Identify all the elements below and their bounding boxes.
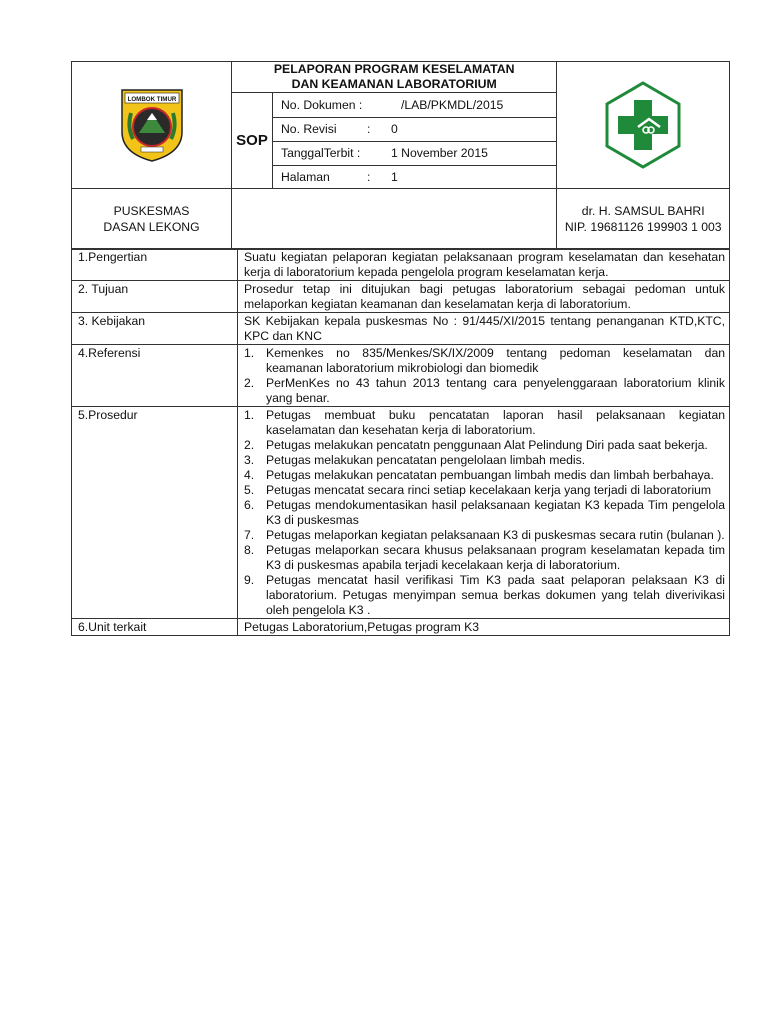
row-label: 1.Pengertian <box>72 249 238 281</box>
meta-value: 0 <box>391 122 398 136</box>
row-list <box>238 407 730 619</box>
list-item: 9. Petugas mencatat hasil verifikasi Tim K3 pada saat pelaporan pelaksaan K3 di laboratorium. Petugas menyimpan semua berkas dokumen yang telah diverivikasi oleh pengelola K3 . <box>244 573 725 617</box>
row-tujuan <box>72 281 730 313</box>
meta-tanggal-terbit <box>273 141 556 165</box>
puskesmas-logo-icon <box>598 80 688 170</box>
row-pengertian <box>72 249 730 281</box>
row-kebijakan <box>72 313 730 345</box>
sop-header-table <box>71 61 730 250</box>
row-prosedur <box>72 407 730 619</box>
meta-label: TanggalTerbit : <box>281 146 361 160</box>
row-label: 2. Tujuan <box>72 281 238 313</box>
org-line-1: PUSKESMAS <box>113 204 190 218</box>
meta-sep: : <box>367 122 371 136</box>
row-text: Suatu kegiatan pelaporan kegiatan pelaksanaan program keselamatan dan kesehatan kerja di laboratorium kepada pengelola program keselamatan kerja. <box>238 249 730 281</box>
row-label: 6.Unit terkait <box>72 619 238 636</box>
meta-no-dokumen <box>273 93 556 117</box>
logo-cell-left <box>72 62 232 189</box>
document-meta <box>273 93 557 189</box>
row-label: 4.Referensi <box>72 345 238 407</box>
list-item: 1. Kemenkes no 835/Menkes/SK/IX/2009 tentang pedoman keselamatan dan keamanan laboratorium mikrobiologi dan biomedik <box>244 346 725 375</box>
list-item: 6. Petugas mendokumentasikan hasil pelaksanaan kegiatan K3 kepada Tim pengelola K3 di puskesmas <box>244 498 725 527</box>
signer-nip: NIP. 19681126 199903 1 003 <box>564 220 722 234</box>
meta-no-revisi <box>273 117 556 141</box>
logo-cell-right <box>557 62 730 189</box>
document-title <box>232 62 557 93</box>
list-item: 5. Petugas mencatat secara rinci setiap kecelakaan kerja yang terjadi di laboratorium <box>244 483 712 497</box>
org-line-2: DASAN LEKONG <box>103 220 200 234</box>
list-item: 3. Petugas melakukan pencatatan pengelolaan limbah medis. <box>244 453 586 467</box>
list-item: 8. Petugas melaporkan secara khusus pelaksanaan program keselamatan kepada tim K3 di puskesmas apabila terjadi kecelakaan kerja di laboratorium. <box>244 543 725 572</box>
meta-sep: : <box>367 169 371 184</box>
title-line-2: DAN KEAMANAN LABORATORIUM <box>291 77 497 91</box>
lombok-timur-emblem-icon <box>119 87 185 163</box>
meta-label: No. Revisi <box>281 122 337 136</box>
organization-name <box>72 189 232 250</box>
signature-space <box>232 189 557 250</box>
list-item: 1. Petugas membuat buku pencatatan laporan hasil pelaksanaan kegiatan kaselamatan dan kesehatan kerja di laboratorium. <box>244 408 725 437</box>
row-label: 5.Prosedur <box>72 407 238 619</box>
meta-value: /LAB/PKMDL/2015 <box>401 97 504 112</box>
row-referensi <box>72 345 730 407</box>
signer-name: dr. H. SAMSUL BAHRI <box>581 204 705 218</box>
sop-content-table <box>71 248 730 636</box>
row-unit-terkait <box>72 619 730 636</box>
signer-block <box>557 189 730 250</box>
meta-halaman <box>273 165 556 188</box>
list-item: 4. Petugas melakukan pencatatan pembuangan limbah medis dan limbah berbahaya. <box>244 468 714 482</box>
emblem-text: LOMBOK TIMUR <box>127 96 176 103</box>
list-item: 2. Petugas melakukan pencatatn penggunaan Alat Pelindung Diri pada saat bekerja. <box>244 438 708 452</box>
meta-value: 1 November 2015 <box>391 146 488 160</box>
row-text: Prosedur tetap ini ditujukan bagi petugas laboratorium sebagai pedoman untuk melaporkan kegiatan keamanan dan keselamatan kerja di laboratorium. <box>238 281 730 313</box>
list-item: 2. PerMenKes no 43 tahun 2013 tentang cara penyelenggaraan laboratorium klinik yang benar. <box>244 376 725 405</box>
meta-label: Halaman <box>281 169 330 184</box>
sop-label: SOP <box>232 93 273 189</box>
row-text: SK Kebijakan kepala puskesmas No : 91/445/XI/2015 tentang penanganan KTD,KTC, KPC dan KNC <box>238 313 730 345</box>
title-line-1: PELAPORAN PROGRAM KESELAMATAN <box>273 62 515 76</box>
list-item: 7. Petugas melaporkan kegiatan pelaksanaan K3 di puskesmas secara rutin (bulanan ). <box>244 528 725 542</box>
meta-value: 1 <box>391 169 398 184</box>
row-text: Petugas Laboratorium,Petugas program K3 <box>238 619 730 636</box>
row-list <box>238 345 730 407</box>
row-label: 3. Kebijakan <box>72 313 238 345</box>
meta-label: No. Dokumen : <box>281 97 363 112</box>
